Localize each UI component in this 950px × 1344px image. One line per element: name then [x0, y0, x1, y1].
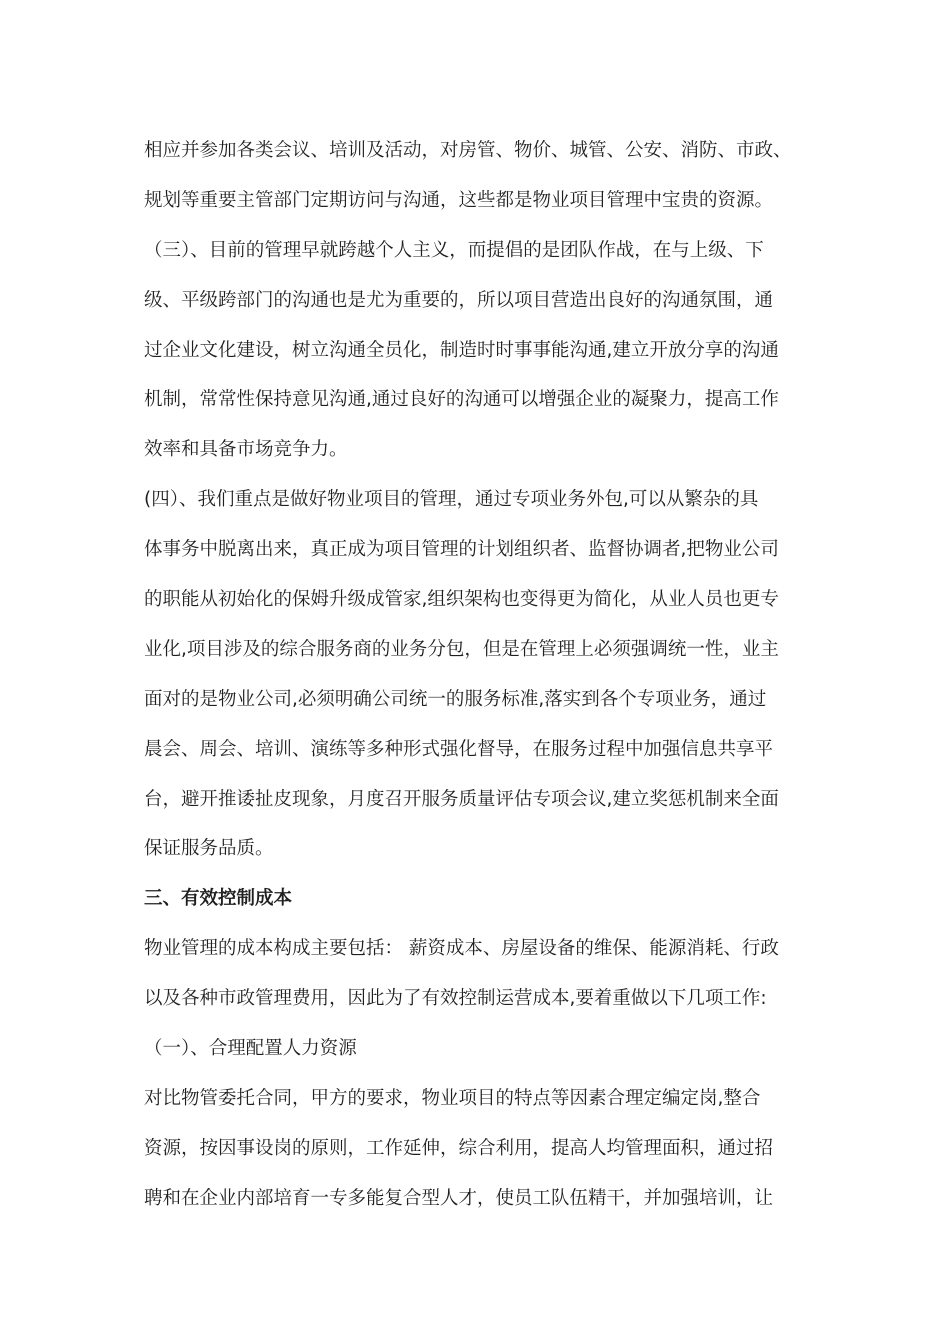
text-line: 晨会、周会、培训、演练等多种形式强化督导，在服务过程中加强信息共享平	[144, 738, 774, 760]
text-line: 物业管理的成本构成主要包括： 薪资成本、房屋设备的维保、能源消耗、行政	[144, 938, 779, 960]
text-line: 聘和在企业内部培育一专多能复合型人才，使员工队伍精干，并加强培训，让	[144, 1187, 774, 1209]
text-line: 规划等重要主管部门定期访问与沟通，这些都是物业项目管理中宝贵的资源。	[144, 189, 774, 211]
text-line: 资源，按因事设岗的原则，工作延伸，综合利用，提高人均管理面积，通过招	[144, 1137, 774, 1159]
text-line: 机制，常常性保持意见沟通,通过良好的沟通可以增强企业的凝聚力，提高工作	[144, 389, 779, 411]
text-line: 的职能从初始化的保姆升级成管家,组织架构也变得更为简化，从业人员也更专	[144, 589, 779, 611]
text-line: 过企业文化建设，树立沟通全员化，制造时时事事能沟通,建立开放分享的沟通	[144, 339, 779, 361]
text-line: 级、平级跨部门的沟通也是尤为重要的，所以项目营造出良好的沟通氛围，通	[144, 289, 774, 311]
document-body	[144, 129, 806, 1227]
text-line: 以及各种市政管理费用，因此为了有效控制运营成本,要着重做以下几项工作:	[144, 988, 767, 1010]
subsection-heading: （一）、合理配置人力资源	[144, 1038, 357, 1060]
text-line: (四）、我们重点是做好物业项目的管理，通过专项业务外包,可以从繁杂的具	[144, 489, 759, 511]
text-line: （三）、目前的管理早就跨越个人主义，而提倡的是团队作战，在与上级、下	[144, 239, 764, 261]
text-line: 业化,项目涉及的综合服务商的业务分包，但是在管理上必须强调统一性，业主	[144, 638, 779, 660]
text-line: 效率和具备市场竞争力。	[144, 439, 348, 461]
text-line: 体事务中脱离出来，真正成为项目管理的计划组织者、监督协调者,把物业公司	[144, 539, 779, 561]
text-line: 相应并参加各类会议、培训及活动，对房管、物价、城管、公安、消防、市政、	[144, 140, 792, 161]
text-line: 对比物管委托合同，甲方的要求，物业项目的特点等因素合理定编定岗,整合	[144, 1087, 761, 1109]
section-heading: 三、有效控制成本	[144, 888, 293, 910]
text-line: 台，避开推诿扯皮现象，月度召开服务质量评估专项会议,建立奖惩机制来全面	[144, 788, 779, 810]
text-line: 保证服务品质。	[144, 838, 274, 860]
text-line: 面对的是物业公司,必须明确公司统一的服务标准,落实到各个专项业务，通过	[144, 688, 767, 710]
